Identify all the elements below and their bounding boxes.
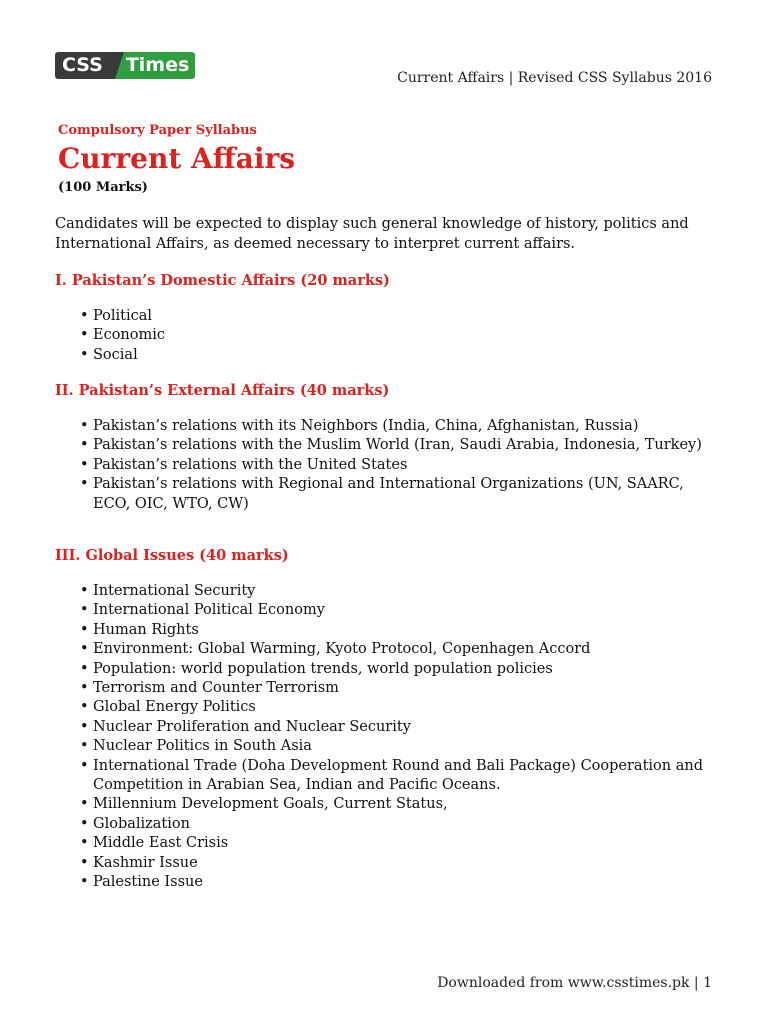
list-item: • Millennium Development Goals, Current Status, xyxy=(55,795,715,814)
bullet-icon: • xyxy=(80,835,89,852)
bullet-icon: • xyxy=(80,757,89,774)
bullet-icon: • xyxy=(80,456,89,473)
list-item: • Pakistan’s relations with the United States xyxy=(55,456,715,475)
list-item: • Human Rights xyxy=(55,621,715,640)
bullet-icon: • xyxy=(80,718,89,735)
page-title: Current Affairs xyxy=(58,142,296,175)
bullet-icon: • xyxy=(80,418,89,434)
section-heading-domestic: I. Pakistan’s Domestic Affairs (20 marks) xyxy=(55,272,390,289)
list-item: • Environment: Global Warming, Kyoto Protocol, Copenhagen Accord xyxy=(55,640,715,659)
running-header-title: Current Affairs | Revised CSS Syllabus 2016 xyxy=(397,70,712,86)
bullet-icon: • xyxy=(80,641,89,658)
paper-kicker: Compulsory Paper Syllabus xyxy=(58,123,257,138)
list-item: • Nuclear Proliferation and Nuclear Security xyxy=(55,718,715,737)
bullet-icon: • xyxy=(80,854,89,871)
list-item: • International Trade (Doha Development Round and Bali Package) Cooperation and Competition in Arabian Sea, Indian and Pacific Oceans. xyxy=(80,757,703,794)
list-item: • Pakistan’s relations with the Muslim World (Iran, Saudi Arabia, Indonesia, Turkey) xyxy=(55,436,715,455)
section-heading-global: III. Global Issues (40 marks) xyxy=(55,547,289,564)
bullet-icon: • xyxy=(80,680,89,697)
list-item: • Pakistan’s relations with Regional and International Organizations (UN, SAARC, ECO, OIC, WTO, CW) xyxy=(80,476,684,512)
bullet-icon: • xyxy=(80,874,89,891)
bullet-icon: • xyxy=(80,346,89,363)
list-item: • Social xyxy=(55,346,715,365)
list-item: • Political xyxy=(55,307,715,326)
bullet-icon: • xyxy=(80,699,89,716)
list-item: • Middle East Crisis xyxy=(55,834,715,853)
list-item: • Economic xyxy=(55,326,715,345)
list-item: • Palestine Issue xyxy=(55,873,715,892)
logo-times-text: Times xyxy=(124,52,195,79)
bullet-icon: • xyxy=(80,602,89,619)
bullet-icon: • xyxy=(80,308,89,324)
total-marks: (100 Marks) xyxy=(58,180,148,195)
domestic-affairs-list xyxy=(55,307,715,365)
bullet-icon: • xyxy=(80,796,89,813)
bullet-icon: • xyxy=(80,476,89,493)
global-issues-list xyxy=(55,582,715,893)
intro-paragraph: Candidates will be expected to display such general knowledge of history, politics and International Affairs, as deemed necessary to interpret current affairs. xyxy=(55,216,689,252)
footer-download-note: Downloaded from www.csstimes.pk | 1 xyxy=(437,975,712,991)
csstimes-logo xyxy=(55,52,195,79)
list-item: • Kashmir Issue xyxy=(55,854,715,873)
bullet-icon: • xyxy=(80,660,89,677)
external-affairs-list xyxy=(55,417,715,514)
list-item: • Pakistan’s relations with its Neighbors (India, China, Afghanistan, Russia) xyxy=(55,417,715,436)
list-item: • Globalization xyxy=(55,815,715,834)
list-item: • Global Energy Politics xyxy=(55,698,715,717)
bullet-icon: • xyxy=(80,621,89,638)
bullet-icon: • xyxy=(80,437,89,454)
bullet-icon: • xyxy=(80,583,89,599)
logo-css-text: CSS xyxy=(55,52,115,79)
list-item: • International Political Economy xyxy=(55,601,715,620)
list-item: • Population: world population trends, world population policies xyxy=(55,660,715,679)
bullet-icon: • xyxy=(80,738,89,755)
list-item: • Terrorism and Counter Terrorism xyxy=(55,679,715,698)
bullet-icon: • xyxy=(80,327,89,344)
list-item: • Nuclear Politics in South Asia xyxy=(55,737,715,756)
section-heading-external: II. Pakistan’s External Affairs (40 marks) xyxy=(55,382,390,399)
logo-slash-shape xyxy=(115,52,124,79)
list-item: • International Security xyxy=(55,582,715,601)
bullet-icon: • xyxy=(80,815,89,832)
